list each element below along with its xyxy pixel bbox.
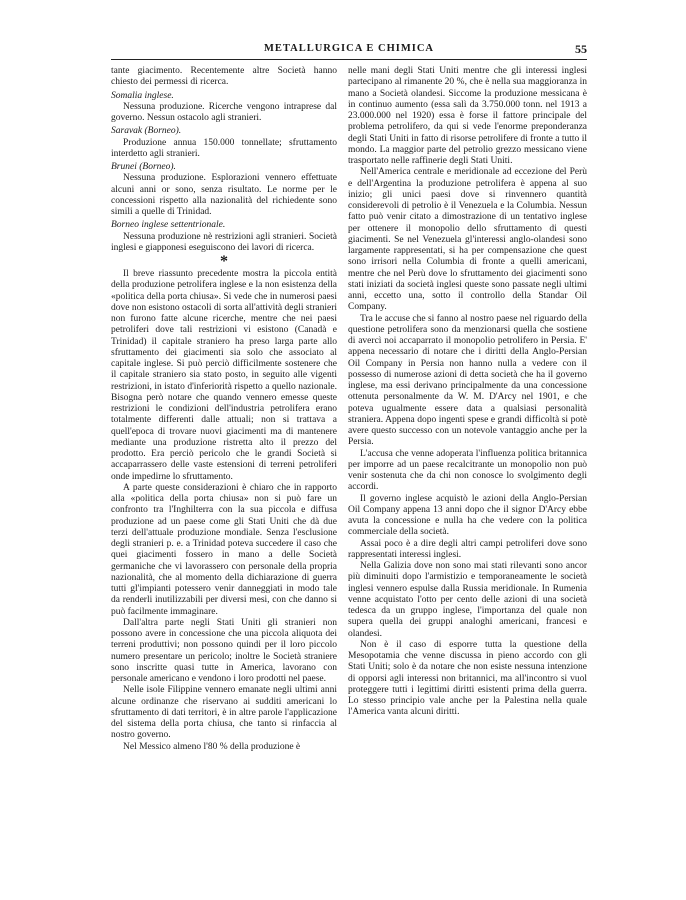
paragraph: A parte queste considerazioni è chiaro che in rapporto alla «politica della porta chiusa» non si può fare un confronto tra l'Inghilterra con la sua piccola e diffusa produzione ad un paese come gli Stati Uniti che dà due terzi dell'attuale produzione mondiale. Senza l'esclusione degli stranieri p. e. a Trinidad poteva succedere il caso che quei giacimenti fossero in mano a delle Società germaniche che vi lavorassero con personale della propria nazionalità, che al momento della dichiarazione di guerra tutti gl'impianti potessero venir danneggiati in modo tale da renderli inutilizzabili per diversi mesi, con che danno si può facilmente immaginare. [111, 482, 337, 617]
section-separator: * [220, 253, 228, 270]
paragraph: Nessuna produzione. Esplorazioni vennero effettuate alcuni anni or sono, senza risultato. Le norme per le concessioni rispetto alla nazionalità del richiedente sono simili a quelle di Trinidad. [111, 173, 337, 217]
paragraph: Il breve riassunto precedente mostra la piccola entità della produzione petrolifera inglese e la non esistenza della «politica della porta chiusa». Si vede che in numerosi paesi dove non esistono ostacoli di sorta all'attività degli stranieri non furono fatte alcune ricerche, mentre che nei paesi petroliferi dove tali restrizioni vi esistono (Canadà e Trinidad) il capitale straniero ha preso larga parte allo sfruttamento dei giacimenti sia solo che associato al capitale inglese. Si può perciò difficilmente sostenere che il capitale straniero sia stato posto, in seguito alle vigenti restrizioni, in istato d'inferiorità rispetto a quello nazionale. Bisogna però notare che quando vennero emesse queste restrizioni le condizioni dell'industria petrolifera erano totalmente differenti dalle attuali; non si trattava a quell'epoca di trovare nuovi giacimenti ma di mantenere mediante una produzione ristretta alto il prezzo del prodotto. Era perciò pericolo che le grandi Società si accaparrassero delle vaste estensioni di terreni petroliferi onde impedirne lo sfruttamento. [111, 269, 337, 482]
paragraph: Nella Galizia dove non sono mai stati rilevanti sono ancor più diminuiti dopo l'armistizio e temporaneamente le società inglesi vennero espulse dalla Russia meridionale. In Rumenia venne acquistato l'otto per cento delle azioni di una società tedesca da un gruppo inglese, l'importanza del quale non supera quella dei gruppi analoghi americani, francesi e olandesi. [348, 561, 587, 639]
paragraph: Dall'altra parte negli Stati Uniti gli stranieri non possono avere in concessione che una piccola aliquota dei terreni produttivi; non possono quindi per il loro piccolo numero presentare un pericolo; inoltre le Società straniere sono inscritte quasi tutte in America, lavorano con personale americano e vendono i loro prodotti nel paese. [111, 617, 337, 684]
paragraph: Non è il caso di esporre tutta la questione della Mesopotamia che venne discussa in pieno accordo con gli Stati Uniti; solo è da notare che non esiste nessuna intenzione di opporsi agli interessi non britannici, ma all'incontro si vuol proteggere tutti i legittimi diritti esistenti prima della guerra. Lo stesso principio vale anche per la Palestina nella quale l'America vanta alcuni diritti. [348, 639, 587, 718]
section-heading: Saravak (Borneo). [111, 126, 182, 137]
right-column [348, 66, 587, 719]
paragraph: Nel Messico almeno l'80 % della produzione è [123, 741, 301, 752]
paragraph: Il governo inglese acquistò le azioni della Anglo-Persian Oil Company appena 13 anni dopo che il signor D'Arcy ebbe avuta la concessione e nulla ha che vedere con la politica commerciale della società. [348, 493, 587, 538]
paragraph: Tra le accuse che si fanno al nostro paese nel riguardo della questione petrolifera sono da menzionarsi quella che sostiene di avercì noi accaparrato il monopolio petrolifero in Persia. E' appena necessario di notare che i diritti della Anglo-Persian Oil Company in Persia non hanno nulla a vedere con il possesso di numerose azioni di detta società che ha il governo inglese, ma essi derivano principalmente da una concessione ottenuta personalmente da W. M. D'Arcy nel 1901, e che poteva ugualmente essere data a qualsiasi personalità straniera. Appena dopo ingenti spese e grandi difficoltà si potè avere questo successo con un notevole vantaggio anche per la Persia. [348, 313, 587, 448]
section-heading: Somalia inglese. [111, 90, 174, 101]
running-header [111, 41, 587, 59]
paragraph: Produzione annua 150.000 tonnellate; sfruttamento interdetto agli stranieri. [111, 137, 337, 159]
paragraph: Nessuna produzione. Ricerche vengono intraprese dal governo. Nessun ostacolo agli stranieri. [111, 101, 337, 123]
running-title: METALLURGICA E CHIMICA [264, 43, 434, 54]
paragraph: Assai poco è a dire degli altri campi petroliferi dove sono rappresentati interessi inglesi. [348, 538, 587, 560]
left-column [111, 66, 337, 753]
paragraph: nelle mani degli Stati Uniti mentre che gli interessi inglesi partecipano al rimanente 20 %, che è nella sua maggioranza in mano a Società olandesi. Siccome la produzione messicana è in continuo aumento (essa salì da 3.750.000 tonn. nel 1913 a 23.000.000 nel 1920) essa è forse il fattore principale del problema petrolifero, da qui si vede l'enorme preponderanza degli Stati Uniti in fatto di risorse petrolifere di fronte a tutto il mondo. La maggior parte del petrolio grezzo messicano viene trasportato nelle raffinerie degli Stati Uniti. [348, 66, 587, 166]
section-heading: Borneo inglese settentrionale. [111, 220, 226, 231]
paragraph: Nelle isole Filippine vennero emanate negli ultimi anni alcune ordinanze che riservano ai sudditi americani lo sfruttamento di dati territori, è in altre parole l'applicazione del sistema della porta chiusa, che tanto si rinfaccia al nostro governo. [111, 685, 337, 741]
section-heading: Brunei (Borneo). [111, 162, 176, 172]
paragraph: tante giacimento. Recentemente altre Società hanno chiesto dei permessi di ricerca. [111, 66, 337, 88]
header-rule [111, 59, 587, 60]
paragraph: Nell'America centrale e meridionale ad eccezione del Perù e dell'Argentina la produzione petrolifera è appena al suo inizio; gli unici paesi dove si rinvennero quantità considerevoli di petrolio è il Venezuela e la Columbia. Nessun fatto può venir citato a dimostrazione di un tentativo inglese per ottenere il monopolio dello sfruttamento di questi giacimenti. Se nel Venezuela gl'interessi anglo-olandesi sono largamente rappresentati, si ha per compensazione che quest sono irrisori nella Columbia di fronte a quelli americani, mentre che nel Perù dove lo sfruttamento dei giacimenti sono stati iniziati da società inglesi queste sono passate negli ultimi anni, eccetto una, sotto il controllo della Standar Oil Company. [348, 167, 587, 313]
paragraph: L'accusa che venne adoperata l'influenza politica britannica per imporre ad un paese recalcitrante un monopolio non può venir sostenuta che da chi non conosce lo svolgimento degli accordi. [348, 448, 587, 493]
paragraph: Nessuna produzione nè restrizioni agli stranieri. Società inglesi e giapponesi eseguiscono dei lavori di ricerca. [111, 231, 337, 253]
page-number: 55 [575, 42, 587, 56]
